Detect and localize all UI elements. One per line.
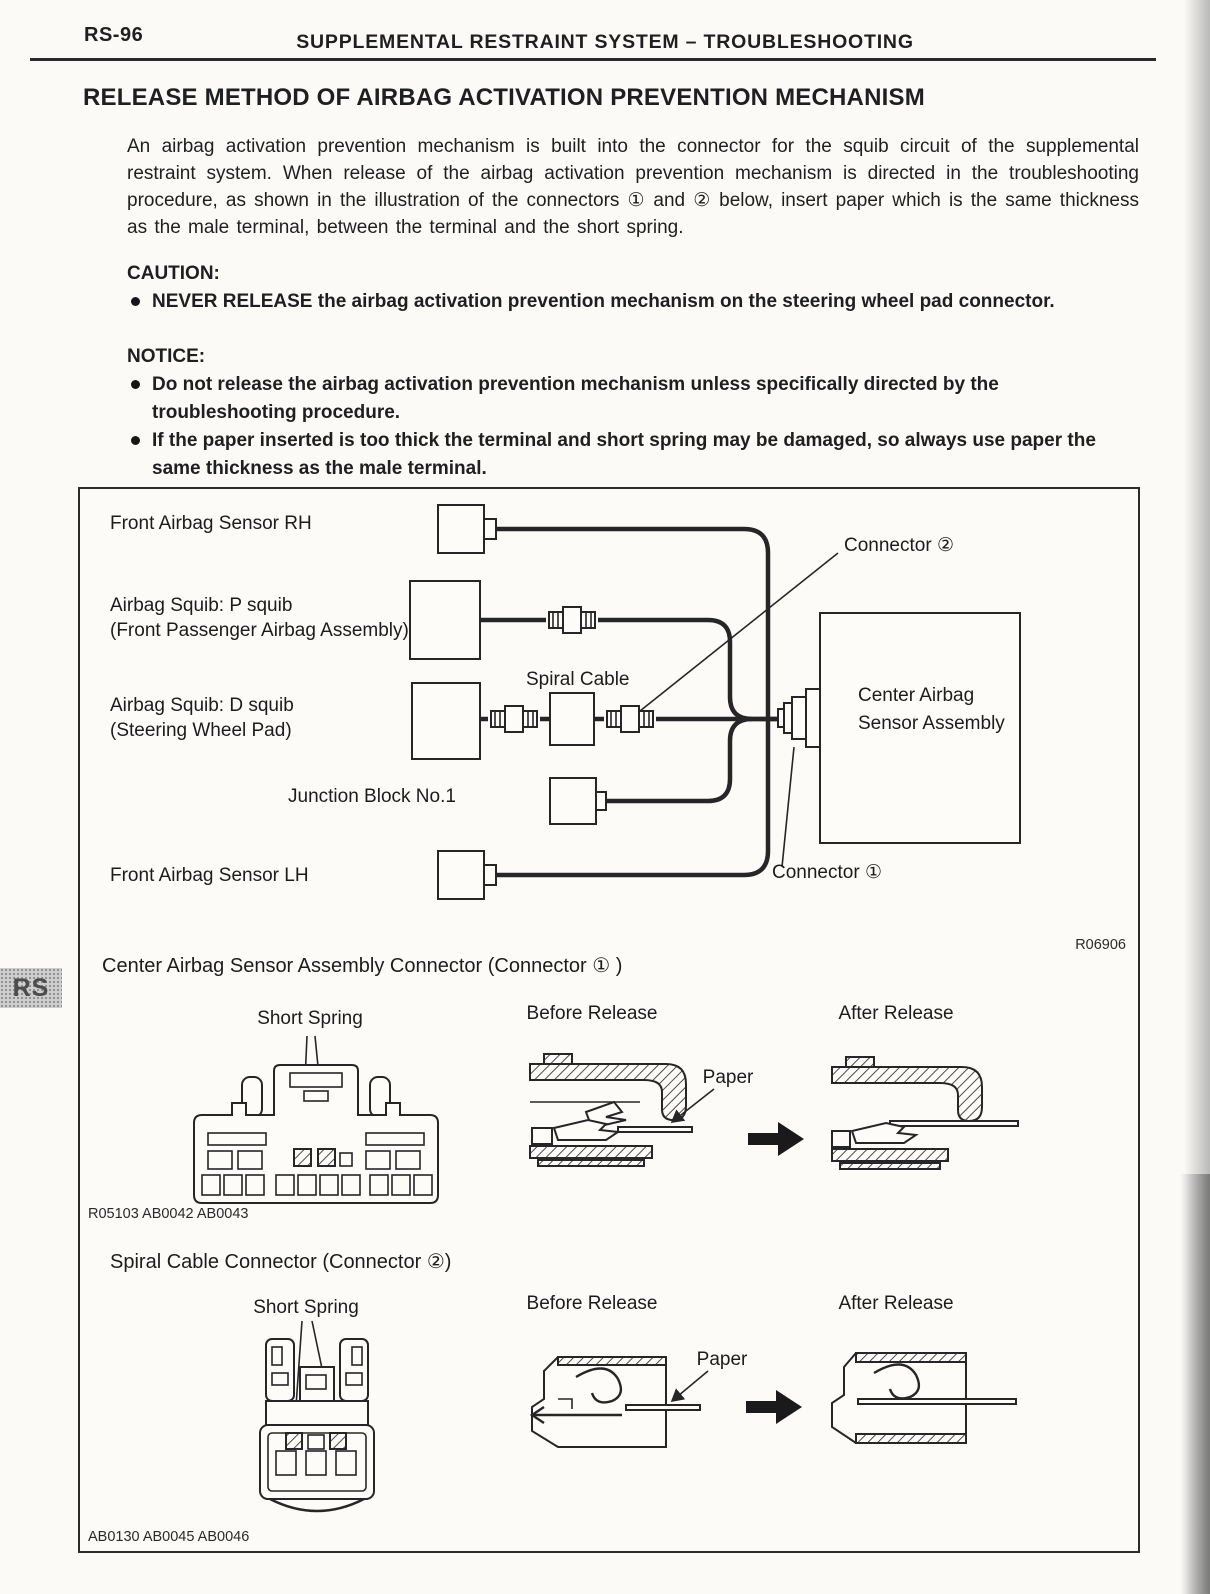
notice-item (131, 371, 1141, 427)
section2-before-label: Before Release (526, 1293, 658, 1314)
p-squib-box (410, 581, 480, 659)
label-airbag-squib-d: Airbag Squib: D squib (110, 695, 294, 716)
header-rule (30, 58, 1156, 61)
bullet-icon (131, 380, 140, 389)
section2-before-drawing (532, 1357, 666, 1447)
notice-item-text: If the paper inserted is too thick the terminal and short spring may be damaged, so always use paper the same thickness as the male terminal. (152, 430, 1096, 479)
section1-before-drawing (530, 1054, 686, 1166)
connector1-face-drawing (194, 1065, 438, 1203)
label-airbag-squib-d-sub: (Steering Wheel Pad) (110, 720, 292, 741)
label-connector-2: Connector ② (844, 535, 954, 556)
header-title: SUPPLEMENTAL RESTRAINT SYSTEM – TROUBLESHOOTING (296, 31, 914, 53)
connector-1-icon (778, 689, 820, 747)
transition-arrow-icon (746, 1390, 802, 1424)
wire-front-sensor-rh (496, 529, 768, 719)
front-airbag-sensor-rh-box (438, 505, 496, 553)
figure-svg (80, 489, 1134, 1547)
section1-heading: Center Airbag Sensor Assembly Connector (Connector ① ) (102, 955, 623, 977)
figure-code: AB0130 AB0045 AB0046 (88, 1529, 250, 1545)
short-spring-cell (286, 1433, 302, 1449)
section1-after-drawing (832, 1057, 1018, 1169)
label-front-airbag-sensor-lh: Front Airbag Sensor LH (110, 865, 309, 886)
connector-2-icon (607, 706, 653, 732)
section1-short-spring-label: Short Spring (257, 1008, 363, 1029)
figure-code: R06906 (1075, 937, 1126, 953)
inline-connector-icon (549, 607, 595, 633)
wire-front-sensor-lh (496, 719, 768, 875)
connector-2-leader-line (640, 553, 838, 711)
inline-connector-icon (491, 706, 537, 732)
caution-label: CAUTION: (127, 263, 220, 284)
section1-before-label: Before Release (526, 1003, 658, 1024)
connector2-face-drawing (260, 1339, 374, 1511)
scan-shadow (1180, 1174, 1210, 1594)
bullet-icon (131, 436, 140, 445)
wiring-diagram (110, 505, 1126, 953)
section1-after-label: After Release (838, 1003, 954, 1024)
notice-label: NOTICE: (127, 346, 206, 367)
d-squib-box (412, 683, 480, 759)
label-spiral-cable: Spiral Cable (526, 669, 630, 690)
paper-strip (618, 1127, 692, 1132)
label-front-airbag-sensor-rh: Front Airbag Sensor RH (110, 513, 312, 534)
section2-short-spring-label: Short Spring (253, 1297, 359, 1318)
spiral-cable-box (550, 693, 594, 745)
label-junction-block: Junction Block No.1 (288, 786, 456, 807)
label-connector-1: Connector ① (772, 862, 882, 883)
figure-code: R05103 AB0042 AB0043 (88, 1206, 249, 1222)
label-airbag-squib-p-sub: (Front Passenger Airbag Assembly) (110, 620, 409, 641)
short-spring-cell (318, 1149, 335, 1166)
bullet-icon (131, 297, 140, 306)
caution-item (131, 288, 1141, 316)
label-center-airbag-line1: Center Airbag (858, 685, 975, 706)
caution-item-text: NEVER RELEASE the airbag activation prevention mechanism on the steering wheel pad connector. (152, 291, 1055, 312)
intro-paragraph: An airbag activation prevention mechanism is built into the connector for the squib circuit of the supplemental restraint system. When release of the airbag activation prevention mechanism is directed in the troubleshooting procedure, as shown in the illustration of the connectors ① and ② below, insert paper which is the same thickness as the male terminal, between the terminal and the short spring. (127, 136, 1139, 238)
section2-paper-label: Paper (696, 1349, 748, 1370)
figure-box (78, 487, 1140, 1553)
page-heading: RELEASE METHOD OF AIRBAG ACTIVATION PREVENTION MECHANISM (83, 84, 925, 111)
junction-block-box (550, 778, 606, 824)
paper-strip (626, 1405, 700, 1410)
short-spring-cell (294, 1149, 311, 1166)
front-airbag-sensor-lh-box (438, 851, 496, 899)
section-connector-2 (88, 1251, 1016, 1545)
section-connector-1 (88, 955, 1018, 1222)
connector-1-leader-line (782, 747, 794, 867)
label-center-airbag-line2: Sensor Assembly (858, 713, 1005, 734)
section2-after-drawing (832, 1353, 1016, 1443)
paper-leader-line (672, 1371, 708, 1401)
notice-item (131, 427, 1141, 483)
label-airbag-squib-p: Airbag Squib: P squib (110, 595, 293, 616)
section1-paper-label: Paper (702, 1067, 754, 1088)
section2-heading: Spiral Cable Connector (Connector ②) (110, 1251, 452, 1273)
transition-arrow-icon (748, 1122, 804, 1156)
page-number: RS-96 (84, 24, 144, 46)
notice-item-text: Do not release the airbag activation prevention mechanism unless specifically directed by the troubleshooting procedure. (152, 374, 999, 423)
short-spring-cell (330, 1433, 346, 1449)
section-tab-rs: RS (0, 968, 62, 1008)
section2-after-label: After Release (838, 1293, 954, 1314)
